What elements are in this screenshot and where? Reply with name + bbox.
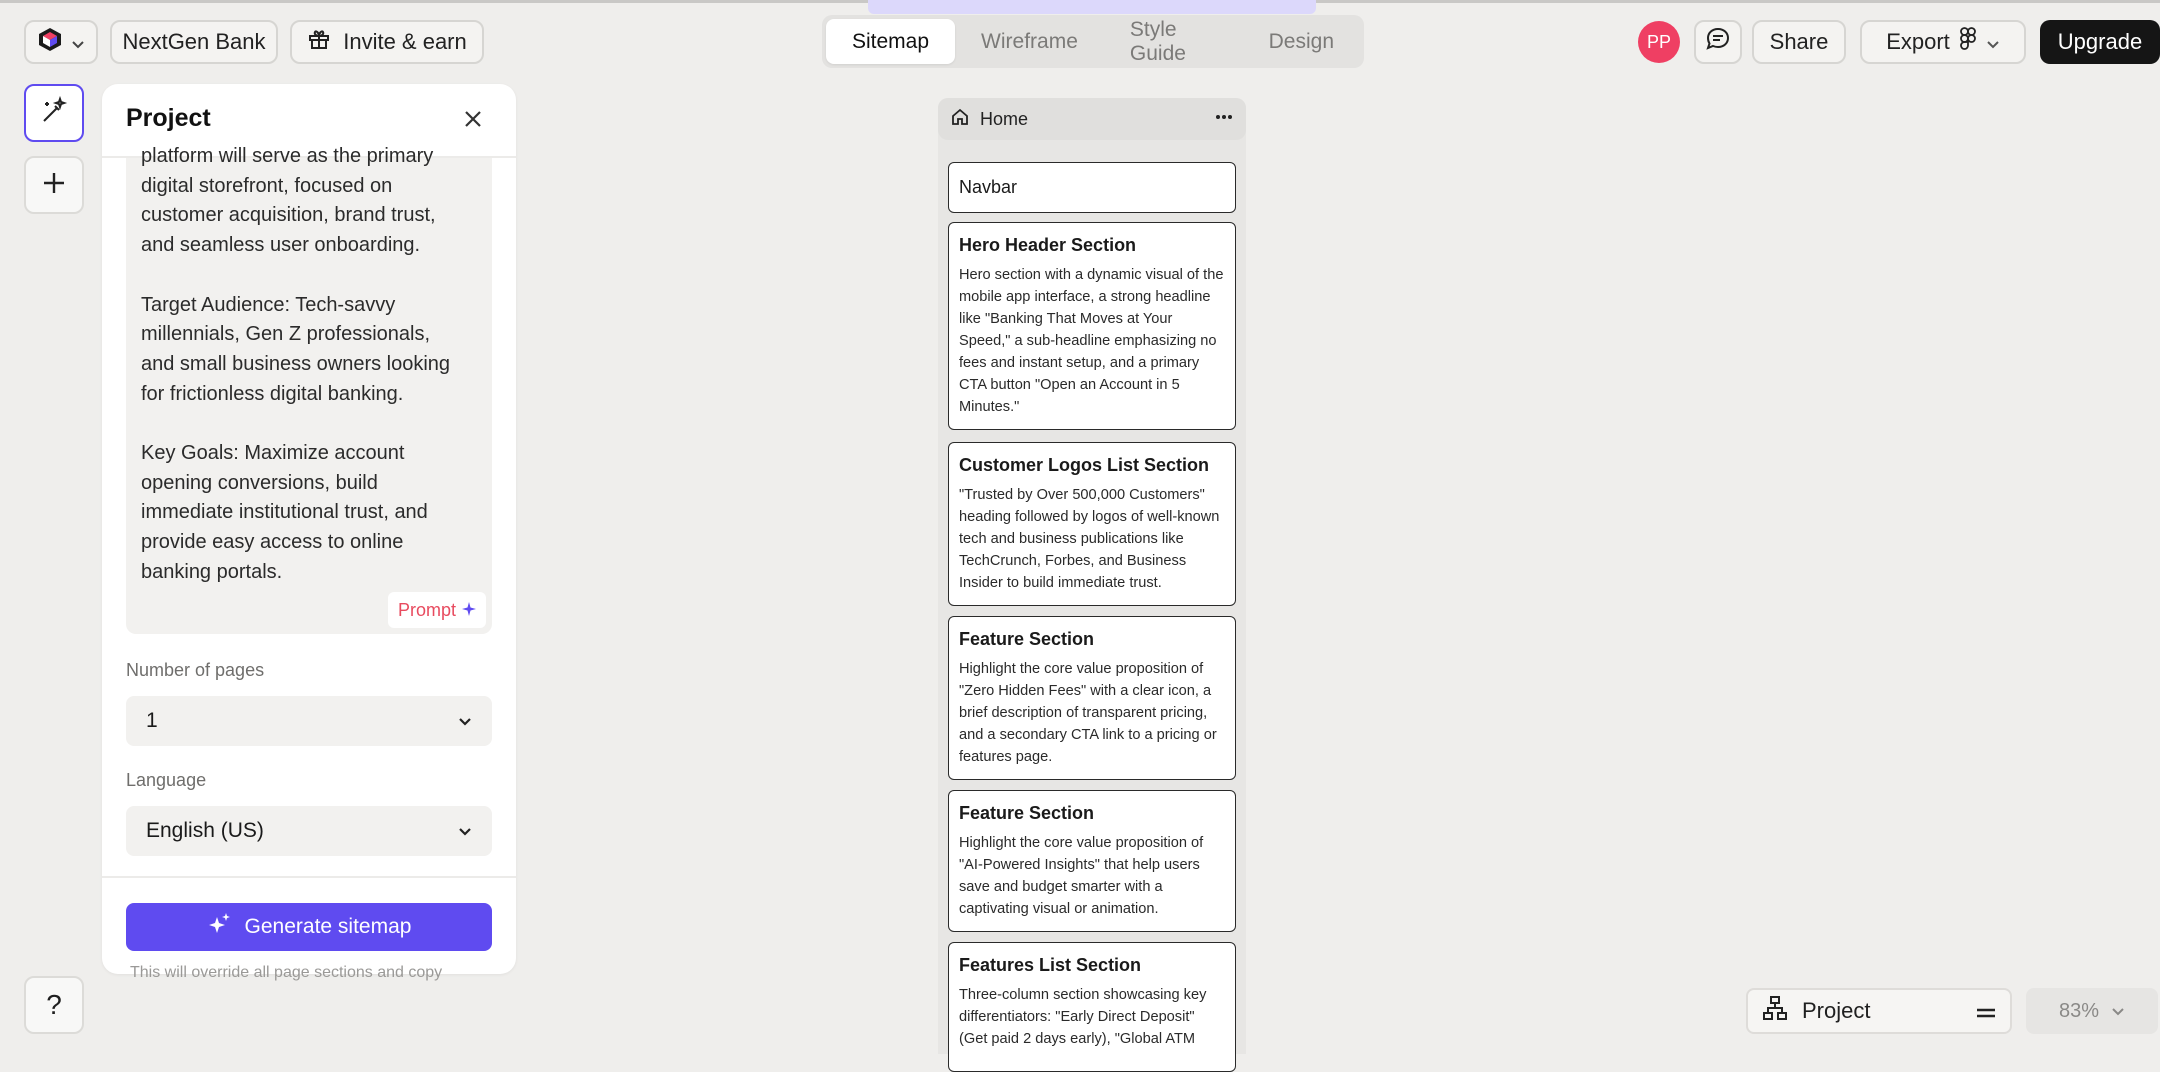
section-card[interactable] [948,942,1236,1072]
comments-button[interactable] [1694,20,1742,64]
sitemap-page-column [938,98,1246,1054]
question-mark-icon: ? [46,989,62,1020]
tab-style-guide[interactable]: Style Guide [1129,17,1186,65]
tab-design[interactable]: Design [1268,29,1334,53]
equals-icon [1976,996,1996,1027]
pages-label: Number of pages [126,660,265,680]
language-value: English (US) [146,819,264,842]
section-description: Three-column section showcasing key differentiators: "Early Direct Deposit" (Get paid 2 days early), "Global ATM [959,987,1207,1047]
plus-icon [40,169,68,202]
zoom-select[interactable] [2026,988,2158,1034]
add-tool[interactable] [24,156,84,214]
section-card[interactable] [948,616,1236,780]
section-title: Hero Header Section [959,235,1137,255]
chevron-down-icon [458,819,472,843]
section-card[interactable] [948,790,1236,932]
section-card[interactable] [948,222,1236,430]
home-icon [950,107,970,132]
section-title: Navbar [959,177,1018,197]
invite-label: Invite & earn [343,29,467,54]
chevron-down-icon [1986,29,2000,55]
close-button[interactable] [458,106,488,136]
figma-icon [1960,27,1976,57]
pages-value: 1 [146,709,158,732]
panel-title: Project [126,104,211,132]
help-button[interactable] [24,976,84,1034]
section-description: Highlight the core value proposition of "Zero Hidden Fees" with a clear icon, a brief description of transparent pricing, and a secondary CTA link to a pricing or features page. [959,661,1217,765]
avatar[interactable]: PP [1638,21,1680,63]
workspace-button[interactable]: NextGen Bank [110,20,278,64]
section-card[interactable] [948,162,1236,213]
section-title: Feature Section [959,803,1095,823]
pages-select[interactable] [126,696,492,746]
magic-wand-icon [39,96,69,131]
upgrade-button[interactable]: Upgrade [2040,20,2160,64]
language-select[interactable] [126,806,492,856]
section-title: Customer Logos List Section [959,455,1210,475]
project-toggle[interactable] [1746,988,2012,1034]
sitemap-tree-icon [1762,995,1788,1027]
tab-wireframe[interactable]: Wireframe [981,29,1078,53]
prompt-chip-label: Prompt [397,599,456,620]
zoom-value: 83% [2058,999,2100,1022]
generate-sitemap-button[interactable] [126,903,492,951]
chevron-down-icon [71,29,85,55]
gift-icon [307,27,331,57]
chat-bubble-icon [1705,26,1731,58]
divider [102,876,516,878]
section-description: "Trusted by Over 500,000 Customers" heading followed by logos of well-known tech and business publications like TechCrunch, Forbes, and Business Insider to build immediate trust. [959,487,1220,591]
close-icon [463,109,483,134]
tab-sitemap[interactable]: Sitemap [826,19,955,64]
export-label: Export [1886,29,1950,54]
project-label: Project [1802,998,1871,1023]
project-panel [102,84,516,981]
sparkle-icon [462,600,476,621]
section-title: Feature Section [959,629,1095,649]
page-name: Home [980,108,1029,129]
app-menu-button[interactable] [24,20,98,64]
section-title: Features List Section [959,955,1142,975]
top-tooltip-ghost [868,0,1316,14]
share-button[interactable]: Share [1752,20,1846,64]
language-label: Language [126,770,207,790]
page-header[interactable] [938,98,1246,140]
app-logo-icon [37,26,63,58]
section-description: Hero section with a dynamic visual of the mobile app interface, a strong headline like "Banking That Moves at Your Speed," a sub-headline emphasizing no fees and instant setup, and a primary CTA button "Open an Account in 5 Minutes." [959,267,1224,415]
view-tabs [822,15,1364,68]
prompt-text: platform will serve as the primary digital storefront, focused on customer acquisition, brand trust, and seamless user onboarding. Target Audience: Tech-savvy millennials, Gen Z professionals, and small business owners looking for frictionless digital banking. Key Goals: Maximize account opening conversions, build immediate institutional trust, and provide easy access to online banking portals. [141,145,451,583]
invite-button[interactable] [290,20,484,64]
section-card[interactable] [948,442,1236,606]
generate-label: Generate sitemap [244,915,412,938]
generate-note: This will override all page sections and copy [130,964,443,981]
ai-edit-tool[interactable] [24,84,84,142]
prompt-chip[interactable] [388,592,486,628]
prompt-textarea[interactable] [126,145,492,634]
chevron-down-icon [2111,1000,2125,1023]
export-button[interactable] [1860,20,2026,64]
section-description: Highlight the core value proposition of "AI-Powered Insights" that help users save and budget smarter with a captivating visual or animation. [959,835,1204,917]
more-options-icon[interactable] [1214,107,1234,132]
sparkles-icon [207,911,233,943]
chevron-down-icon [458,709,472,733]
